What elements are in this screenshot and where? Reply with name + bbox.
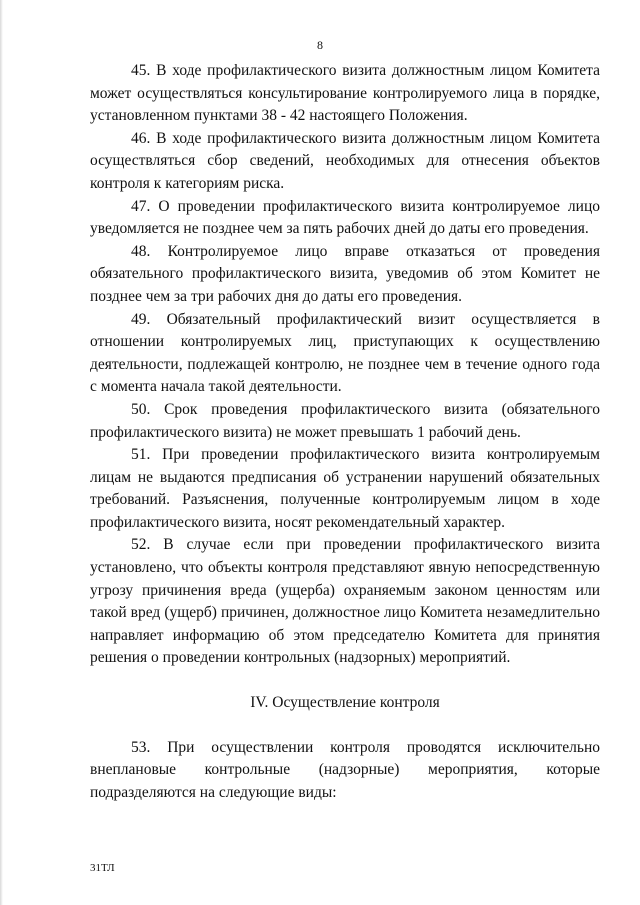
paragraph-51: 51. При проведении профилактического визита контролируемым лицам не выдаются предписания об устранении нарушений обязательных требований. Разъяснения, полученные контролируемым лицом в ходе профилактического визита, носят рекомендательный характер. (90, 446, 600, 531)
paragraph-49: 49. Обязательный профилактический визит осуществляется в отношении контролируемых лиц, приступающих к осуществлению деятельности, подлежащей контролю, не позднее чем в течение одного года с момента начала такой деятельности. (90, 310, 600, 396)
page-number: 8 (317, 38, 323, 52)
paragraph-53: 53. При осуществлении контроля проводятся исключительно внеплановые контрольные (надзорные) мероприятия, которые подразделяются на следующие виды: (90, 738, 600, 801)
paragraph-50: 50. Срок проведения профилактического визита (обязательного профилактического визита) не может превышать 1 рабочий день. (90, 400, 600, 441)
paragraph-45: 45. В ходе профилактического визита должностным лицом Комитета может осуществляться консультирование контролируемого лица в порядке, установленном пунктами 38 - 42 настоящего Положения. (90, 62, 600, 125)
scan-edge-shadow (0, 0, 3, 905)
footer-code: 31ТЛ (90, 862, 115, 874)
document-body (90, 60, 600, 804)
paragraph-52: 52. В случае если при проведении профилактического визита установлено, что объекты контроля представляют явную непосредственную угрозу причинения вреда (ущерба) охраняемым законом ценностям или такой вред (ущерб) причинен, должностное лицо Комитета незамедлительно направляет информацию об этом председателю Комитета для принятия решения о проведении контрольных (надзорных) мероприятий. (90, 536, 600, 667)
section-heading: IV. Осуществление контроля (250, 694, 440, 712)
paragraph-48: 48. Контролируемое лицо вправе отказаться от проведения обязательного профилактического визита, уведомив об этом Комитет не позднее чем за три рабочих дня до даты его проведения. (90, 242, 600, 305)
paragraph-46: 46. В ходе профилактического визита должностным лицом Комитета осуществляться сбор сведений, необходимых для отнесения объектов контроля к категориям риска. (90, 129, 600, 192)
paragraph-47: 47. О проведении профилактического визита контролируемое лицо уведомляется не позднее чем за пять рабочих дней до даты его проведения. (90, 197, 600, 238)
